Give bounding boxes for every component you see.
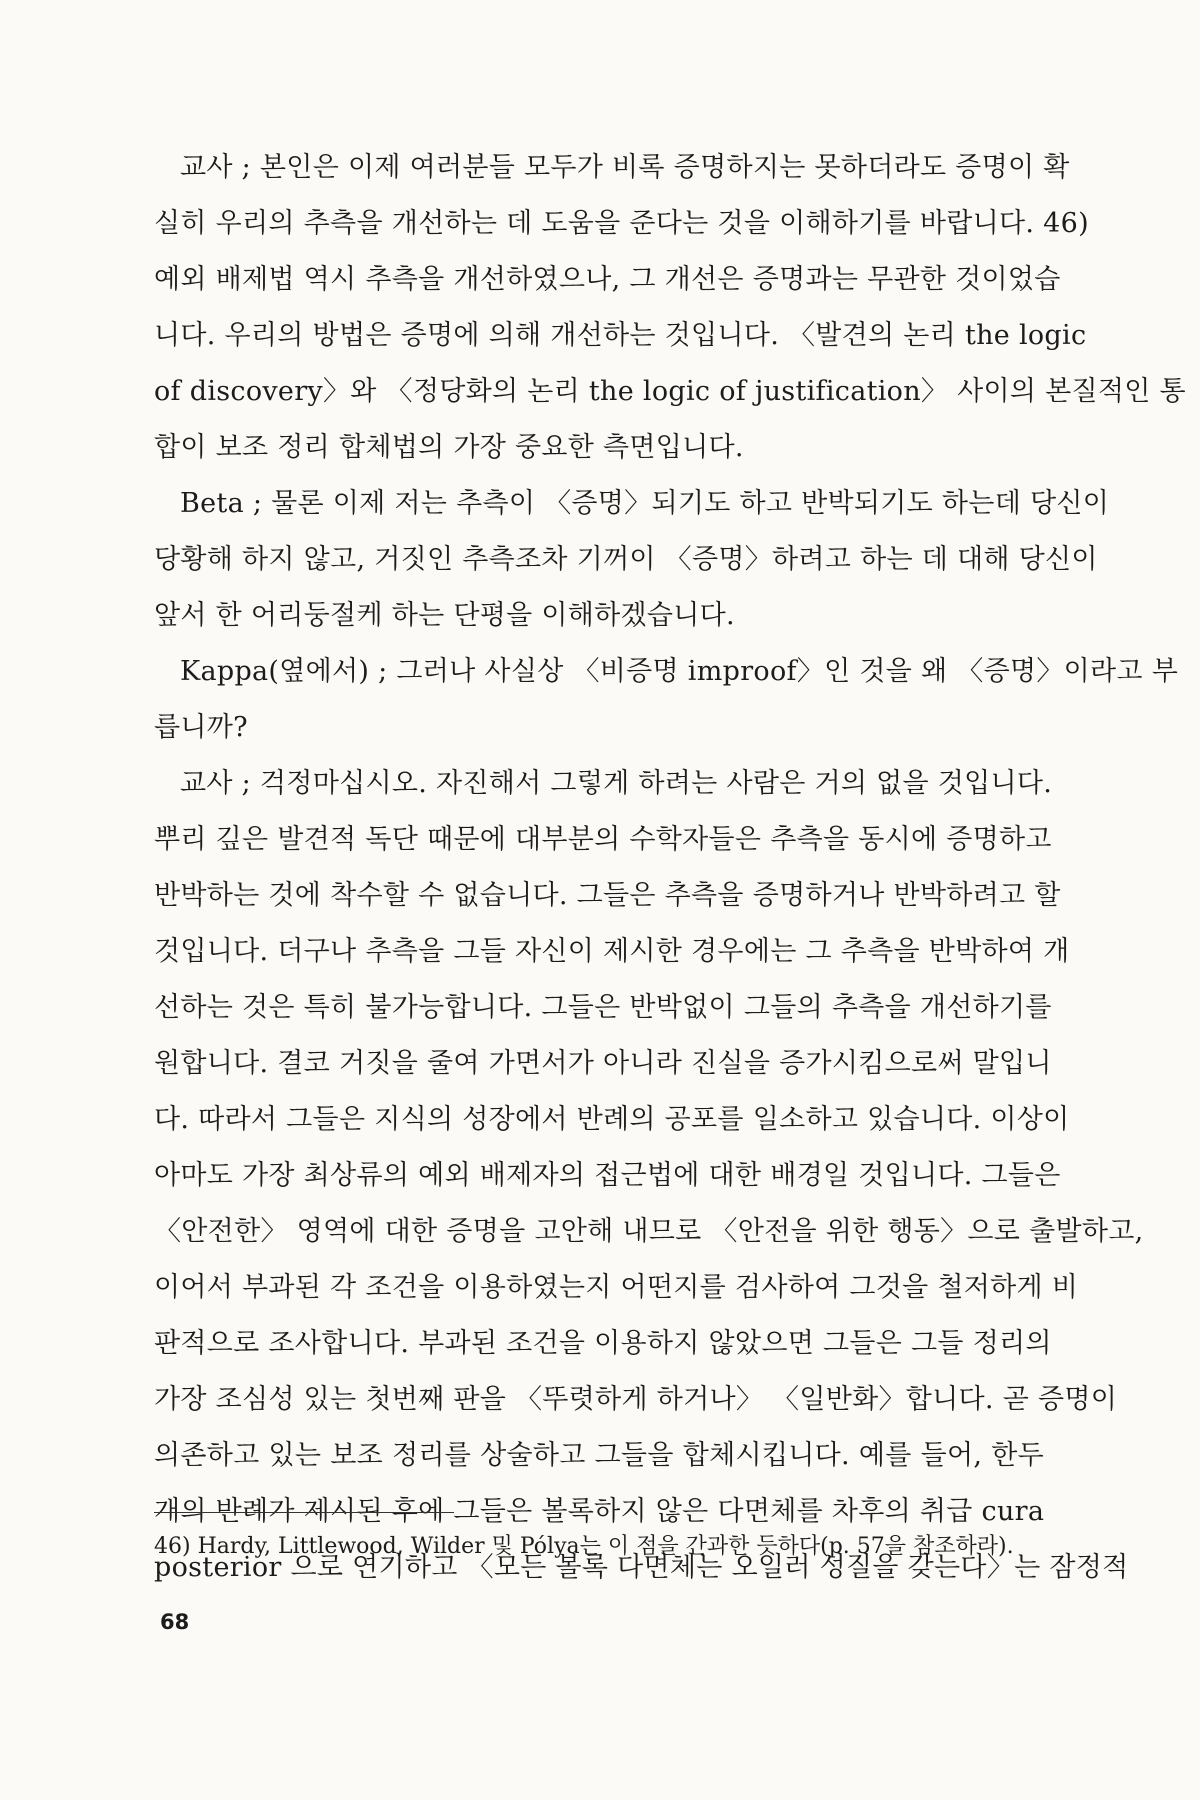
page-number: 68 bbox=[160, 1610, 190, 1634]
text-line: 교사 ; 걱정마십시오. 자진해서 그렇게 하려는 사람은 거의 없을 것입니다. bbox=[180, 768, 1053, 799]
text-line: Kappa(옆에서) ; 그러나 사실상 〈비증명 improof〉인 것을 왜 〈증명〉이라고 부 bbox=[180, 656, 1179, 687]
text-line: 예외 배제법 역시 추측을 개선하였으나, 그 개선은 증명과는 무관한 것이었습 bbox=[154, 264, 1061, 295]
footnote-rule bbox=[154, 1512, 454, 1513]
text-line: 의존하고 있는 보조 정리를 상술하고 그들을 합체시킵니다. 예를 들어, 한두 bbox=[154, 1440, 1044, 1471]
text-line: 판적으로 조사합니다. 부과된 조건을 이용하지 않았으면 그들은 그들 정리의 bbox=[154, 1328, 1052, 1359]
text-line: of discovery〉와 〈정당화의 논리 the logic of justification〉 사이의 본질적인 통 bbox=[154, 376, 1186, 407]
text-line: 아마도 가장 최상류의 예외 배제자의 접근법에 대한 배경일 것입니다. 그들은 bbox=[154, 1160, 1061, 1191]
text-line: 것입니다. 더구나 추측을 그들 자신이 제시한 경우에는 그 추측을 반박하여 개 bbox=[154, 936, 1070, 967]
footnote: 46) Hardy, Littlewood, Wilder 및 Pólya는 이 점을 간과한 듯하다(p. 57을 참조하라). bbox=[154, 1534, 1014, 1559]
text-line: 〈안전한〉 영역에 대한 증명을 고안해 내므로 〈안전을 위한 행동〉으로 출발하고, bbox=[154, 1216, 1144, 1247]
body-text bbox=[154, 140, 1186, 1596]
text-line: posterior 으로 연기하고 〈모든 볼록 다면체는 오일러 성질을 갖는다〉는 잠정적 bbox=[154, 1552, 1129, 1583]
text-line: 원합니다. 결코 거짓을 줄여 가면서가 아니라 진실을 증가시킴으로써 말입니 bbox=[154, 1048, 1052, 1079]
text-line: 개의 반례가 제시된 후에 그들은 볼록하지 않은 다면체를 차후의 취급 cura bbox=[154, 1496, 1045, 1527]
text-line: 릅니까? bbox=[154, 712, 248, 743]
text-line: 합이 보조 정리 합체법의 가장 중요한 측면입니다. bbox=[154, 432, 744, 463]
text-line: 다. 따라서 그들은 지식의 성장에서 반례의 공포를 일소하고 있습니다. 이상이 bbox=[154, 1104, 1070, 1135]
text-line: 가장 조심성 있는 첫번째 판을 〈뚜렷하게 하거나〉 〈일반화〉합니다. 곧 증명이 bbox=[154, 1384, 1118, 1415]
text-line: 뿌리 깊은 발견적 독단 때문에 대부분의 수학자들은 추측을 동시에 증명하고 bbox=[154, 824, 1052, 855]
text-line: 교사 ; 본인은 이제 여러분들 모두가 비록 증명하지는 못하더라도 증명이 확 bbox=[180, 152, 1070, 183]
text-line: Beta ; 물론 이제 저는 추측이 〈증명〉되기도 하고 반박되기도 하는데 당신이 bbox=[180, 488, 1110, 519]
text-line: 앞서 한 어리둥절케 하는 단평을 이해하겠습니다. bbox=[154, 600, 735, 631]
text-line: 실히 우리의 추측을 개선하는 데 도움을 준다는 것을 이해하기를 바랍니다. 46) bbox=[154, 208, 1089, 239]
text-line: 이어서 부과된 각 조건을 이용하였는지 어떤지를 검사하여 그것을 철저하게 비 bbox=[154, 1272, 1079, 1303]
text-line: 선하는 것은 특히 불가능합니다. 그들은 반박없이 그들의 추측을 개선하기를 bbox=[154, 992, 1052, 1023]
text-line: 반박하는 것에 착수할 수 없습니다. 그들은 추측을 증명하거나 반박하려고 할 bbox=[154, 880, 1061, 911]
text-line: 니다. 우리의 방법은 증명에 의해 개선하는 것입니다. 〈발견의 논리 the logic bbox=[154, 320, 1087, 351]
text-line: 당황해 하지 않고, 거짓인 추측조차 기꺼이 〈증명〉하려고 하는 데 대해 당신이 bbox=[154, 544, 1098, 575]
